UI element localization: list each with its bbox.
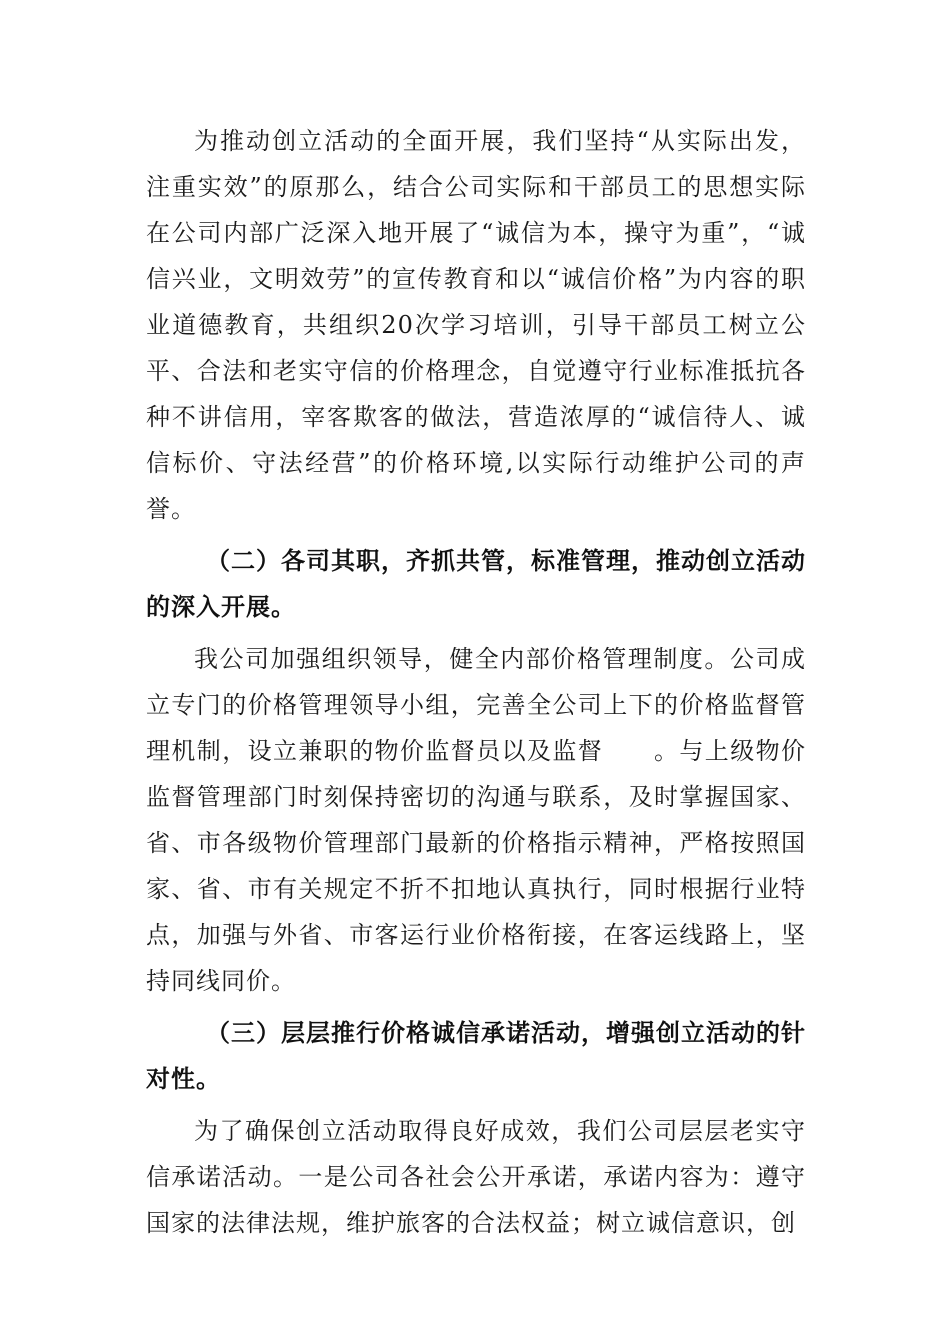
section-heading-2: （二）各司其职，齐抓共管，标准管理，推动创立活动的深入开展。 <box>146 547 806 621</box>
document-body <box>146 118 806 1246</box>
section-heading-3: （三）层层推行价格诚信承诺活动，增强创立活动的针对性。 <box>146 1019 806 1093</box>
paragraph-integrity-pledge: 为了确保创立活动取得良好成效，我们公司层层老实守信承诺活动。一是公司各社会公开承诺，承诺内容为：遵守国家的法律法规，维护旅客的合法权益；树立诚信意识，创 <box>146 1117 806 1237</box>
paragraph-price-management: 我公司加强组织领导，健全内部价格管理制度。公司成立专门的价格管理领导小组，完善全公司上下的价格监督管理机制，设立兼职的物价监督员以及监督 。与上级物价监督管理部门时刻保持密切的沟通与联系，及时掌握国家、省、市各级物价管理部门最新的价格指示精神，严格按照国家、省、市有关规定不折不扣地认真执行，同时根据行业特点，加强与外省、市客运行业价格衔接，在客运线路上，坚持同线同价。 <box>146 645 806 995</box>
paragraph-integrity-education: 为推动创立活动的全面开展，我们坚持“从实际出发，注重实效”的原那么，结合公司实际和干部员工的思想实际在公司内部广泛深入地开展了“诚信为本，操守为重”，“诚信兴业，文明效劳”的宣传教育和以“诚信价格”为内容的职业道德教育，共组织20次学习培训，引导干部员工树立公平、合法和老实守信的价格理念，自觉遵守行业标准抵抗各种不讲信用，宰客欺客的做法，营造浓厚的“诚信待人、诚信标价、守法经营”的价格环境,以实际行动维护公司的声誉。 <box>146 127 806 523</box>
